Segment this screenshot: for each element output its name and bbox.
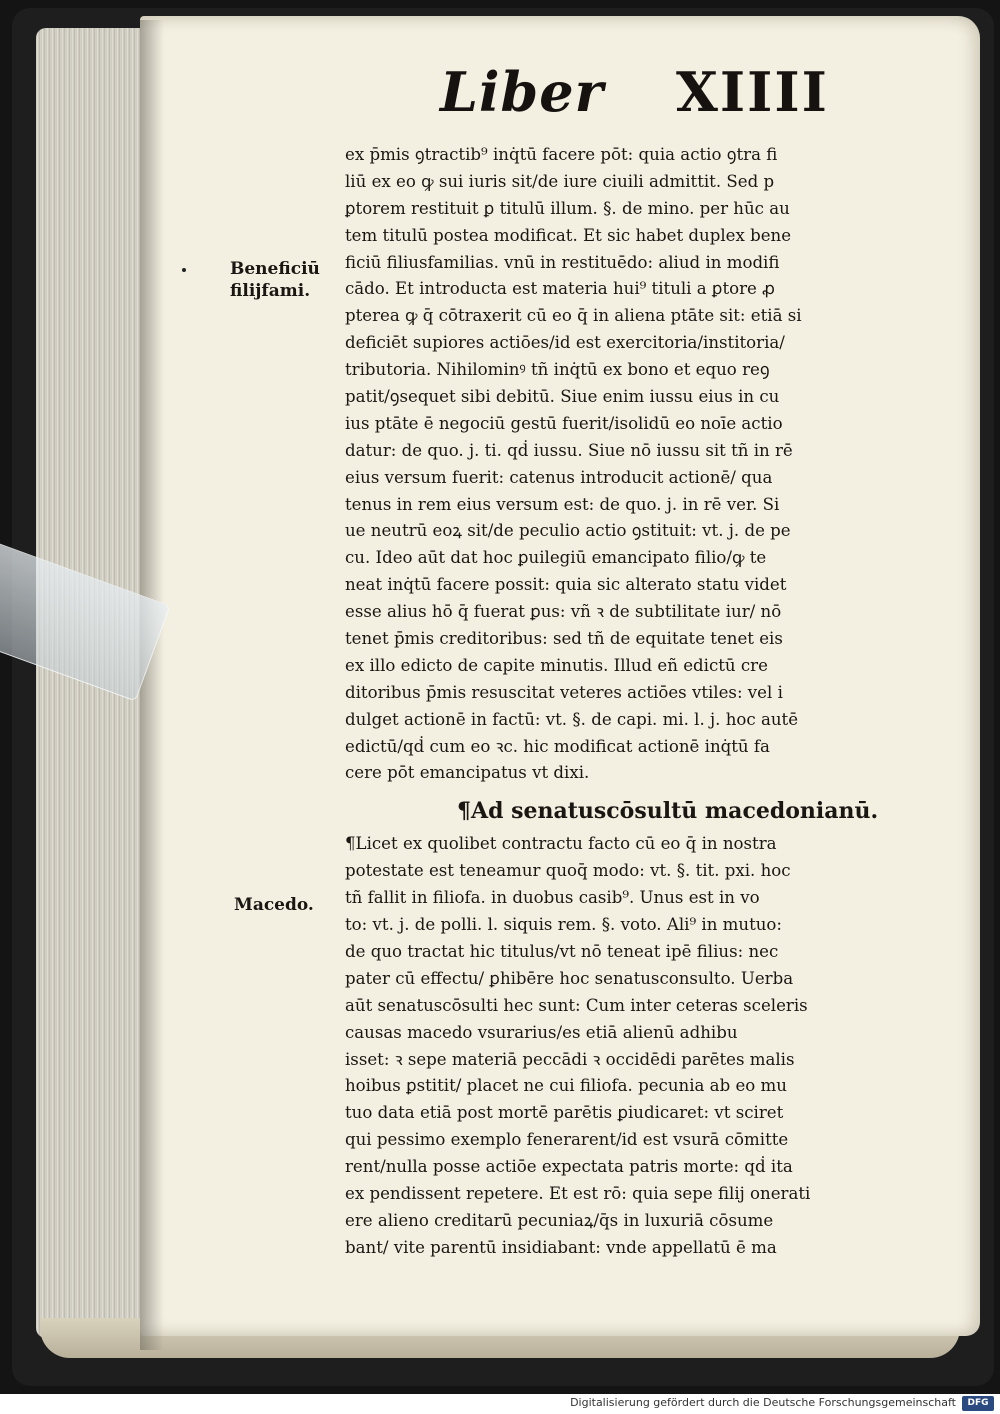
text-line: patit/ꝯsequet sibi debitū. Siue enim iussu eius in cu: [345, 387, 780, 407]
text-line: rent/nulla posse actiōe expectata patris morte: qḋ ita: [345, 1157, 793, 1177]
footer-credit: Digitalisierung gefördert durch die Deutsche Forschungsgemeinschaft: [570, 1396, 956, 1409]
text-line: qui pessimo exemplo fenerarent/id est vsurā cōmitte: [345, 1130, 789, 1150]
text-line: cere pōt emancipatus vt dixi.: [345, 763, 590, 783]
footer-bar: [0, 1394, 1000, 1414]
text-line: ¶Licet ex quolibet contractu facto cū eo q̄ in nostra: [345, 834, 777, 854]
header-numeral: XIIII: [676, 60, 829, 124]
main-text-block: [345, 142, 905, 1262]
text-section-1: [345, 142, 905, 787]
text-line: ex pendissent repetere. Et est rō: quia sepe filij onerati: [345, 1183, 811, 1203]
text-line: to: vt. j. de polli. l. siquis rem. §. voto. Ali⁹ in mutuo:: [345, 915, 783, 935]
text-line: deficiēt supiores actiōes/id est exercitoria/institoria/: [345, 333, 785, 353]
text-line: pterea ꝙ q̄ cōtraxerit cū eo q̄ in aliena ptāte sit: etiā si: [345, 306, 802, 326]
text-line: ditoribus p̄mis resuscitat veteres actiōes vtiles: vel i: [345, 682, 783, 702]
text-line: aūt senatuscōsulti hec sunt: Cum inter ceteras sceleris: [345, 995, 808, 1015]
spine-shadow: [140, 20, 164, 1350]
text-line: causas macedo vsurarius/es etiā alienū adhibu: [345, 1022, 738, 1042]
text-line: datur: de quo. j. ti. qḋ iussu. Siue nō iussu sit tñ in rē: [345, 440, 793, 460]
text-line: edictū/qḋ cum eo ꝛc. hic modificat actionē inq̇tū fa: [345, 736, 770, 756]
margin-note-line: Beneficiū: [230, 259, 320, 279]
text-line: pater cū effectu/ ꝑhibēre hoc senatusconsulto. Uerba: [345, 968, 794, 988]
text-line: hoibus ꝑstitit/ placet ne cui filiofa. pecunia ab eo mu: [345, 1076, 787, 1096]
text-line: ficiū filiusfamilias. vnū in restituēdo: aliud in modifi: [345, 252, 780, 272]
text-line: tem titulū postea modificat. Et sic habet duplex bene: [345, 225, 792, 245]
text-line: tenet p̄mis creditoribus: sed tñ de equitate tenet eis: [345, 629, 783, 649]
text-line: de quo tractat hic titulus/vt nō teneat ipē filius: nec: [345, 941, 779, 961]
text-line: bant/ vite parentū insidiabant: vnde appellatū ē ma: [345, 1237, 777, 1257]
text-line: ue neutrū eoꝝ sit/de peculio actio ꝯstituit: vt. j. de pe: [345, 521, 791, 541]
text-line: dulget actionē in factū: vt. §. de capi. mi. l. j. hoc autē: [345, 709, 799, 729]
text-line: neat inq̇tū facere possit: quia sic alterato statu videt: [345, 575, 787, 595]
text-line: liū ex eo ꝙ sui iuris sit/de iure ciuili admittit. Sed p: [345, 171, 775, 191]
header-word: Liber: [440, 60, 605, 124]
section-heading: ¶Ad senatuscōsultū macedonianū.: [457, 798, 879, 825]
margin-note-macedo: Macedo.: [234, 895, 314, 915]
text-line: ius ptāte ē negociū gestū fuerit/isolidū eo noīe actio: [345, 413, 783, 433]
text-line: potestate est teneamur quoq̄ modo: vt. §. tit. pxi. hoc: [345, 861, 791, 881]
text-line: isset: ꝛ sepe materiā peccādi ꝛ occidēdi parētes malis: [345, 1049, 795, 1069]
margin-note-beneficium: [230, 258, 320, 302]
text-line: tñ fallit in filiofa. in duobus casib⁹. Unus est in vo: [345, 888, 760, 908]
margin-dot: [182, 268, 186, 272]
text-line: tributoria. Nihilominꝰ tñ inq̇tū ex bono et equo reꝯ: [345, 360, 770, 380]
text-line: ꝑtorem restituit ꝑ titulū illum. §. de mino. per hūc au: [345, 198, 790, 218]
text-line: cādo. Et introducta est materia hui⁹ tituli a ꝑtore ꝓ: [345, 279, 776, 299]
text-line: tuo data etiā post mortē parētis ꝑiudicaret: vt sciret: [345, 1103, 784, 1123]
margin-note-line: filijfami.: [230, 281, 311, 301]
text-section-2: [345, 831, 905, 1261]
text-line: cu. Ideo aūt dat hoc ꝑuilegiū emancipato filio/ꝙ te: [345, 548, 767, 568]
dfg-logo: DFG: [962, 1396, 994, 1411]
text-line: ex p̄mis ꝯtractib⁹ inq̇tū facere pōt: quia actio ꝯtra fi: [345, 145, 778, 164]
text-line: esse alius hō q̄ fuerat ꝑus: vñ ꝛ de subtilitate iur/ nō: [345, 602, 782, 622]
text-line: ex illo edicto de capite minutis. Illud eñ edictū cre: [345, 655, 768, 675]
text-line: eius versum fuerit: catenus introducit actionē/ qua: [345, 467, 773, 487]
text-line: tenus in rem eius versum est: de quo. j. in rē ver. Si: [345, 494, 780, 514]
text-line: ere alieno creditarū pecuniaꝝ/q̄s in luxuriā cōsume: [345, 1210, 774, 1230]
page-header: [440, 60, 829, 130]
